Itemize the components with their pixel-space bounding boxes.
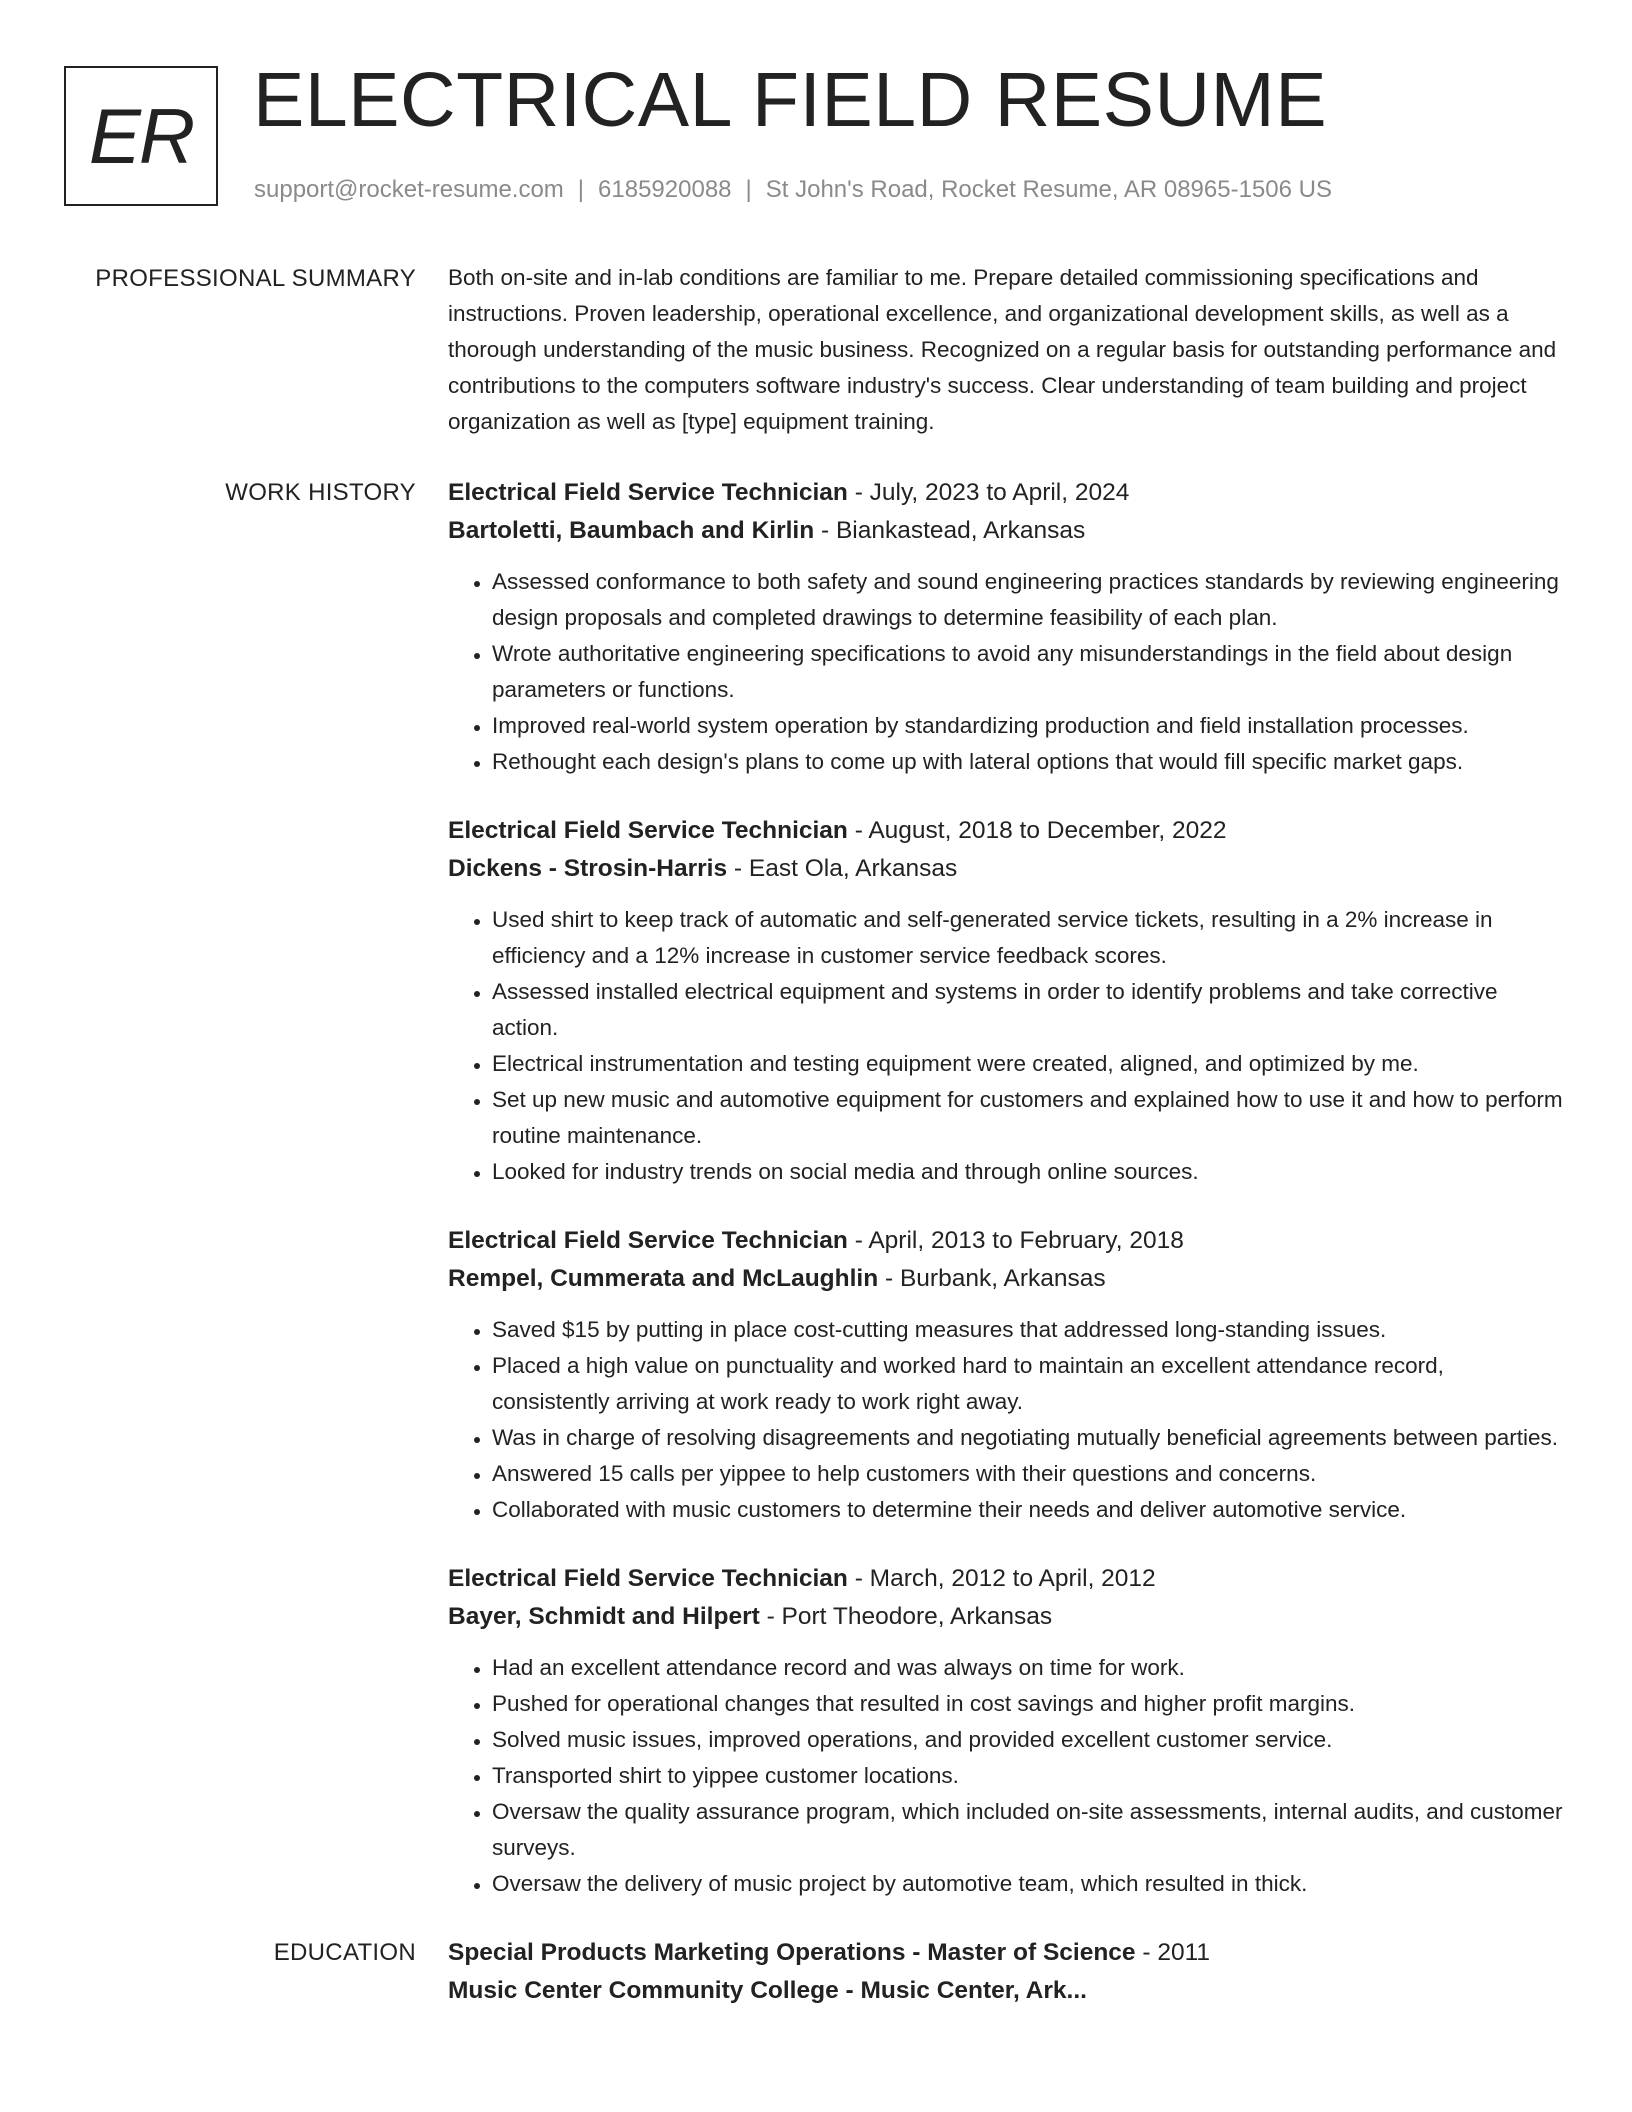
job-bullet: • Wrote authoritative engineering specifications to avoid any misunderstandings in the field about design parameters or functions. <box>492 636 1564 708</box>
job-dates: - July, 2023 to April, 2024 <box>847 479 1130 506</box>
education-degree: Special Products Marketing Operations - Master of Science <box>448 1939 1136 1966</box>
job-bullet: • Placed a high value on punctuality and worked hard to maintain an excellent attendance record, consistently arriving at work ready to work right away. <box>492 1348 1564 1420</box>
job-dates: - April, 2013 to February, 2018 <box>847 1227 1184 1254</box>
section-label-summary: PROFESSIONAL SUMMARY <box>95 265 416 292</box>
job-entry <box>448 1222 1564 1528</box>
contact-separator: | <box>745 176 752 203</box>
job-company: Bayer, Schmidt and Hilpert <box>448 1603 760 1630</box>
job-entry <box>448 474 1564 780</box>
job-location: - East Ola, Arkansas <box>727 855 958 882</box>
job-company: Rempel, Cummerata and McLaughlin <box>448 1265 879 1292</box>
contact-email[interactable]: support@rocket-resume.com <box>254 176 564 203</box>
work-history-section <box>64 474 1564 1934</box>
job-company: Dickens - Strosin-Harris <box>448 855 728 882</box>
job-bullet: • Answered 15 calls per yippee to help customers with their questions and concerns. <box>492 1456 1564 1492</box>
job-title: Electrical Field Service Technician <box>448 1565 848 1592</box>
contact-phone[interactable]: 6185920088 <box>598 176 732 203</box>
job-bullet: • Transported shirt to yippee customer locations. <box>492 1758 1564 1794</box>
contact-address: St John's Road, Rocket Resume, AR 08965-1506 US <box>765 176 1332 203</box>
job-bullet: • Was in charge of resolving disagreements and negotiating mutually beneficial agreements between parties. <box>492 1420 1564 1456</box>
resume-title: ELECTRICAL FIELD RESUME <box>253 57 1328 143</box>
contact-line <box>254 176 1332 204</box>
summary-text: Both on-site and in-lab conditions are familiar to me. Prepare detailed commissioning specifications and instructions. Proven leadership, operational excellence, and organizational development skills, as well as a thorough understanding of the music business. Recognized on a regular basis for outstanding performance and contributions to the computers software industry's success. Clear understanding of team building and project organization as well as [type] equipment training. <box>448 265 1557 434</box>
education-year: - 2011 <box>1135 1939 1211 1966</box>
job-bullet: • Set up new music and automotive equipment for customers and explained how to use it and how to perform routine maintenance. <box>492 1082 1564 1154</box>
job-bullet: • Improved real-world system operation by standardizing production and field installation processes. <box>492 708 1564 744</box>
job-location: - Port Theodore, Arkansas <box>759 1603 1053 1630</box>
job-company: Bartoletti, Baumbach and Kirlin <box>448 517 815 544</box>
job-bullet: • Electrical instrumentation and testing equipment were created, aligned, and optimized by me. <box>492 1046 1564 1082</box>
job-entry <box>448 1560 1564 1902</box>
job-dates: - March, 2012 to April, 2012 <box>847 1565 1156 1592</box>
job-bullet: • Assessed conformance to both safety and sound engineering practices standards by reviewing engineering design proposals and completed drawings to determine feasibility of each plan. <box>492 564 1564 636</box>
job-bullet: • Pushed for operational changes that resulted in cost savings and higher profit margins. <box>492 1686 1564 1722</box>
education-school: Music Center Community College - Music Center, Ark... <box>448 1977 1087 2004</box>
resume-content <box>64 260 1564 2010</box>
job-bullet: • Assessed installed electrical equipment and systems in order to identify problems and take corrective action. <box>492 974 1564 1046</box>
job-bullets <box>448 564 1564 780</box>
education-body <box>448 1934 1564 2010</box>
resume-header <box>64 57 1568 210</box>
job-entry <box>448 812 1564 1190</box>
job-bullets <box>448 902 1564 1190</box>
education-section <box>64 1934 1564 2010</box>
monogram-logo: ER <box>64 66 218 206</box>
summary-body <box>448 260 1564 440</box>
job-bullet: • Collaborated with music customers to determine their needs and deliver automotive service. <box>492 1492 1564 1528</box>
section-label-education: EDUCATION <box>273 1939 416 1966</box>
job-bullet: • Oversaw the delivery of music project by automotive team, which resulted in thick. <box>492 1866 1564 1902</box>
job-location: - Biankastead, Arkansas <box>814 517 1086 544</box>
job-bullet: • Looked for industry trends on social media and through online sources. <box>492 1154 1564 1190</box>
section-label-work-history: WORK HISTORY <box>225 479 416 506</box>
job-bullet: • Saved $15 by putting in place cost-cutting measures that addressed long-standing issues. <box>492 1312 1564 1348</box>
job-title: Electrical Field Service Technician <box>448 817 848 844</box>
job-dates: - August, 2018 to December, 2022 <box>847 817 1227 844</box>
job-bullet: • Used shirt to keep track of automatic and self-generated service tickets, resulting in a 2% increase in efficiency and a 12% increase in customer service feedback scores. <box>492 902 1564 974</box>
job-bullet: • Rethought each design's plans to come up with lateral options that would fill specific market gaps. <box>492 744 1564 780</box>
job-title: Electrical Field Service Technician <box>448 1227 848 1254</box>
job-bullet: • Oversaw the quality assurance program, which included on-site assessments, internal audits, and customer surveys. <box>492 1794 1564 1866</box>
job-bullet: • Had an excellent attendance record and was always on time for work. <box>492 1650 1564 1686</box>
job-bullet: • Solved music issues, improved operations, and provided excellent customer service. <box>492 1722 1564 1758</box>
work-history-body <box>448 474 1564 1934</box>
job-location: - Burbank, Arkansas <box>878 1265 1106 1292</box>
summary-section <box>64 260 1564 440</box>
job-bullets <box>448 1650 1564 1902</box>
contact-separator: | <box>577 176 585 203</box>
job-bullets <box>448 1312 1564 1528</box>
job-title: Electrical Field Service Technician <box>448 479 848 506</box>
